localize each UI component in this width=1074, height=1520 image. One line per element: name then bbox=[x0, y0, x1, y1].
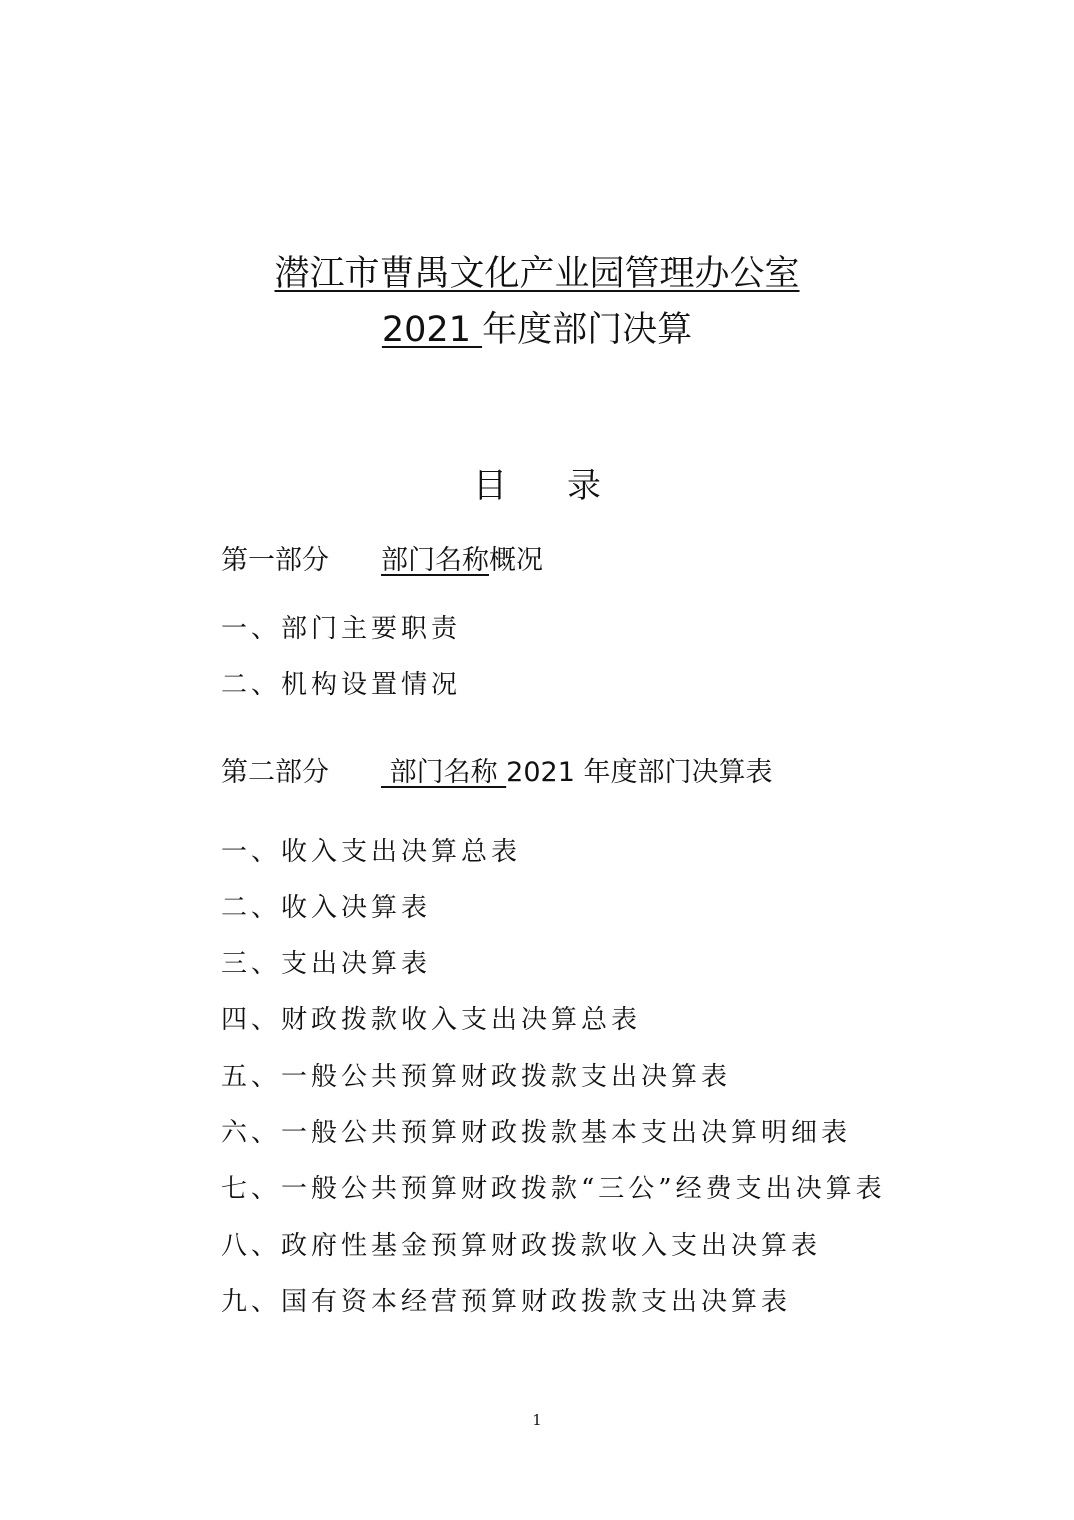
toc-item: 一、部门主要职责 bbox=[221, 614, 462, 644]
toc-item: 一、收入支出决算总表 bbox=[221, 837, 522, 867]
part-two-name-rest: 2021 年度部门决算表 bbox=[506, 757, 773, 788]
toc-item: 七、一般公共预算财政拨款“三公”经费支出决算表 bbox=[221, 1174, 886, 1204]
document-title-org: 潜江市曹禺文化产业园管理办公室 bbox=[274, 254, 800, 294]
part-one-name-underlined: 部门名称 bbox=[381, 545, 489, 576]
part-two-number: 第二部分 bbox=[221, 757, 329, 788]
document-title-line2 bbox=[0, 308, 1074, 352]
part-one-number: 第一部分 bbox=[221, 545, 329, 576]
document-title-year: 2021 bbox=[381, 310, 483, 350]
part-one-heading bbox=[221, 543, 543, 579]
toc-item: 二、收入决算表 bbox=[221, 893, 432, 923]
toc-item: 三、支出决算表 bbox=[221, 949, 432, 979]
toc-heading: 目录 bbox=[473, 466, 661, 506]
part-two-name-underlined: 部门名称 bbox=[381, 757, 507, 788]
toc-item: 八、政府性基金预算财政拨款收入支出决算表 bbox=[221, 1231, 822, 1261]
toc-item: 六、一般公共预算财政拨款基本支出决算明细表 bbox=[221, 1118, 852, 1148]
part-two-heading bbox=[221, 755, 772, 791]
toc-item: 五、一般公共预算财政拨款支出决算表 bbox=[221, 1062, 732, 1092]
part-one-name-rest: 概况 bbox=[489, 545, 543, 576]
toc-item: 二、机构设置情况 bbox=[221, 670, 462, 700]
toc-item: 九、国有资本经营预算财政拨款支出决算表 bbox=[221, 1287, 792, 1317]
document-title-line1 bbox=[0, 252, 1074, 296]
page-number: 1 bbox=[532, 1411, 542, 1429]
toc-item: 四、财政拨款收入支出决算总表 bbox=[221, 1005, 642, 1035]
document-title-rest: 年度部门决算 bbox=[482, 310, 693, 350]
